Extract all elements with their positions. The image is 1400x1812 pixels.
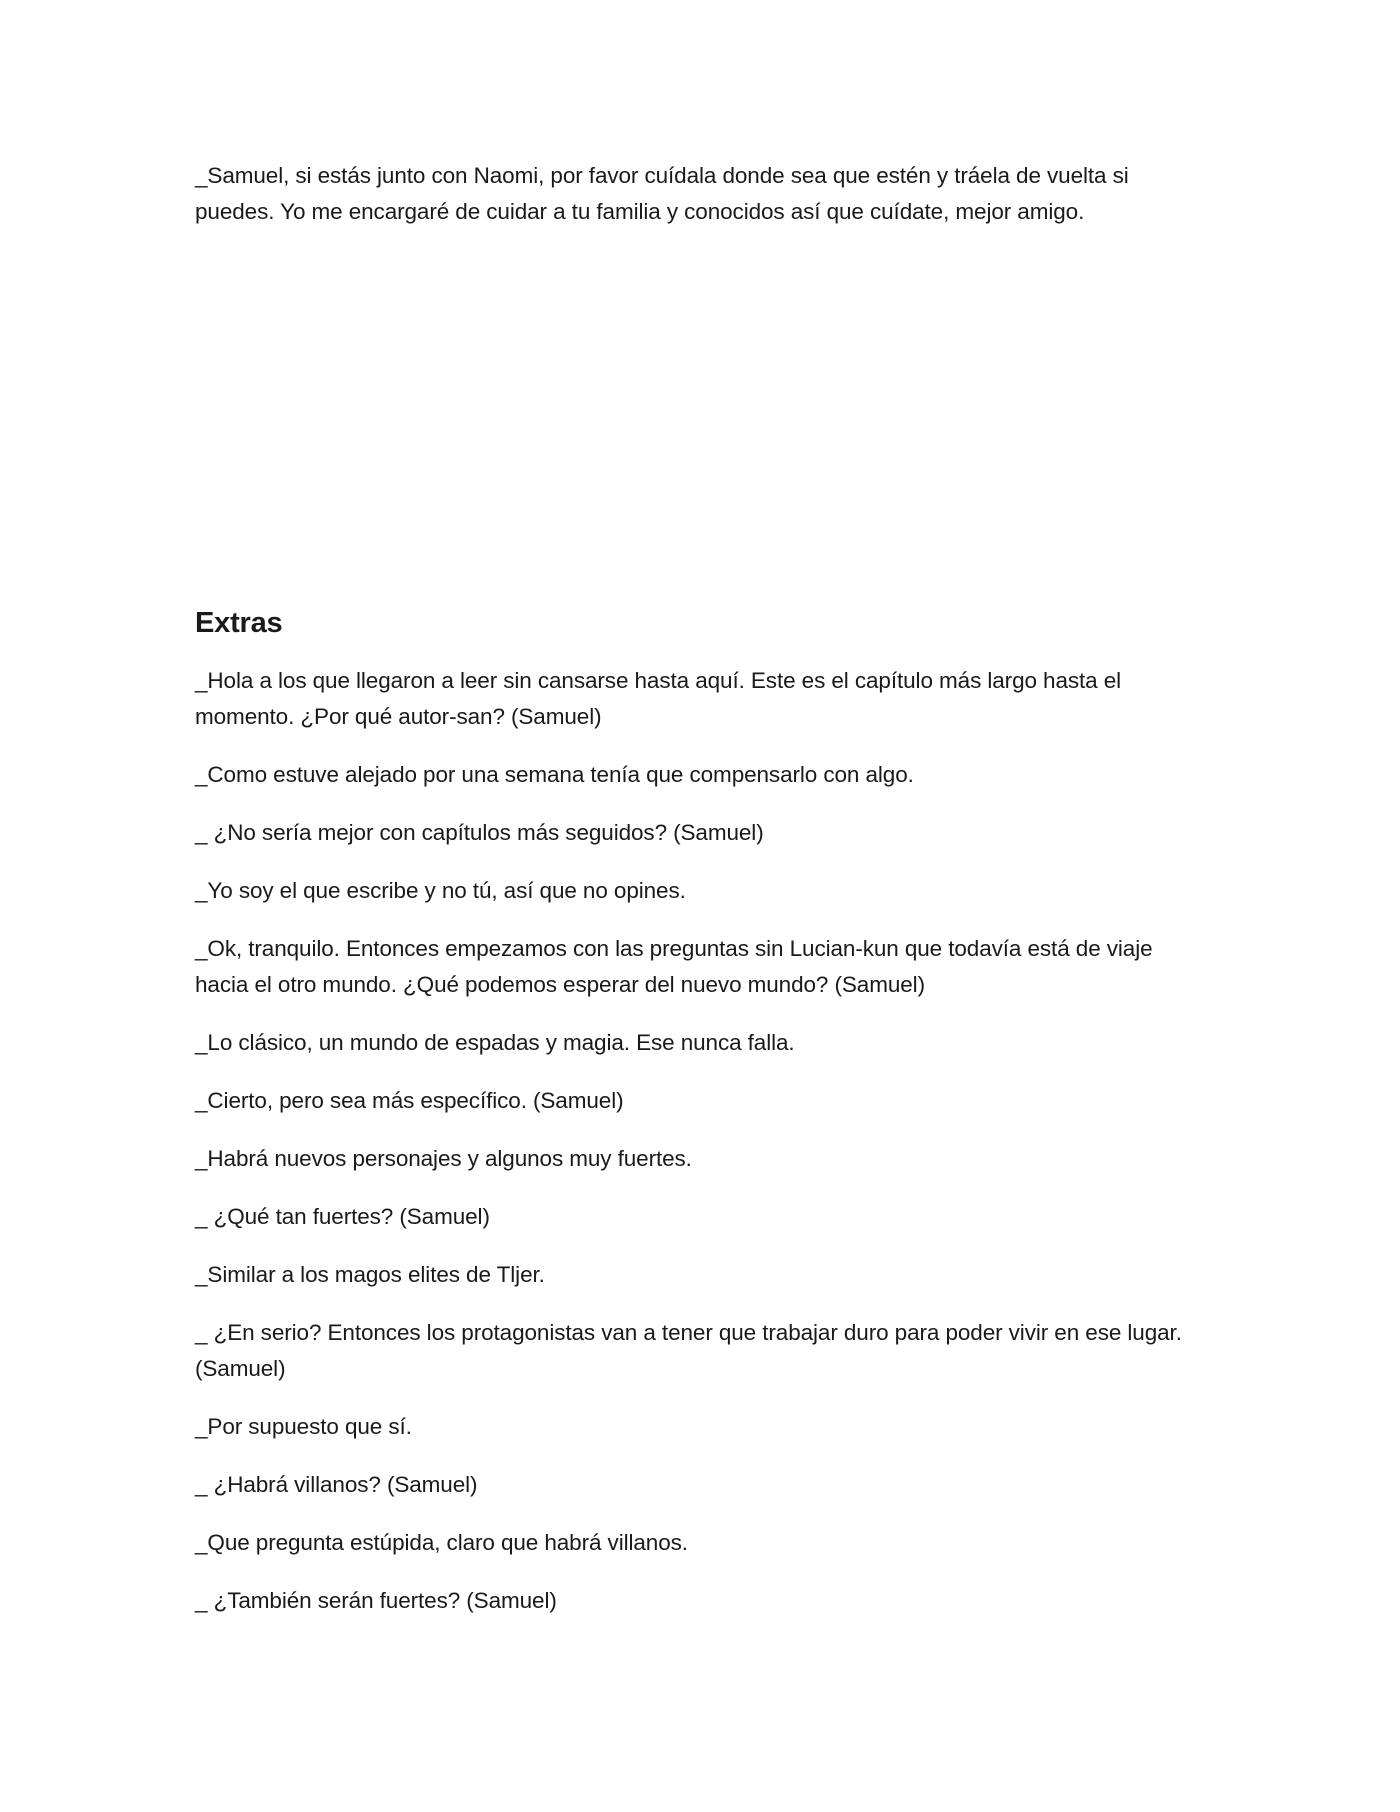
dialogue-line: _Yo soy el que escribe y no tú, así que no opines.	[195, 878, 686, 903]
dialogue-line: _ ¿También serán fuertes? (Samuel)	[195, 1588, 557, 1613]
dialogue-line: _Cierto, pero sea más específico. (Samuel)	[195, 1088, 624, 1113]
dialogue-line: _Ok, tranquilo. Entonces empezamos con las preguntas sin Lucian-kun que todavía está de viaje hacia el otro mundo. ¿Qué podemos esperar del nuevo mundo? (Samuel)	[195, 936, 1153, 997]
extras-section	[195, 605, 1195, 1641]
intro-section	[195, 158, 1195, 230]
dialogue-line: _Que pregunta estúpida, claro que habrá villanos.	[195, 1530, 688, 1555]
dialogue-line: _ ¿Qué tan fuertes? (Samuel)	[195, 1204, 490, 1229]
dialogue-line: _Similar a los magos elites de Tljer.	[195, 1262, 545, 1287]
dialogue-line: _ ¿En serio? Entonces los protagonistas van a tener que trabajar duro para poder vivir en ese lugar. (Samuel)	[195, 1320, 1182, 1381]
dialogue-line: _Lo clásico, un mundo de espadas y magia. Ese nunca falla.	[195, 1030, 795, 1055]
intro-paragraph: _Samuel, si estás junto con Naomi, por favor cuídala donde sea que estén y tráela de vuelta si puedes. Yo me encargaré de cuidar a tu familia y conocidos así que cuídate, mejor amigo.	[195, 163, 1129, 224]
dialogue-line: _Como estuve alejado por una semana tenía que compensarlo con algo.	[195, 762, 914, 787]
section-heading: Extras	[195, 607, 283, 639]
dialogue-line: _ ¿Habrá villanos? (Samuel)	[195, 1472, 478, 1497]
dialogue-line: _Por supuesto que sí.	[195, 1414, 412, 1439]
dialogue-line: _Hola a los que llegaron a leer sin cansarse hasta aquí. Este es el capítulo más largo hasta el momento. ¿Por qué autor-san? (Samuel)	[195, 668, 1122, 729]
dialogue-line: _Habrá nuevos personajes y algunos muy fuertes.	[195, 1146, 692, 1171]
dialogue-line: _ ¿No sería mejor con capítulos más seguidos? (Samuel)	[195, 820, 764, 845]
